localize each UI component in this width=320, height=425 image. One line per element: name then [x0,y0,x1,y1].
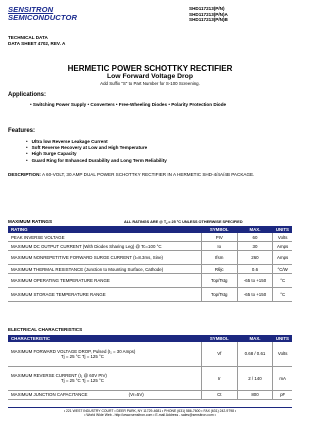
table-row [8,233,292,242]
table-row [8,342,292,366]
column-header: UNITS [273,335,292,342]
symbol-cell: PIV [201,233,237,242]
max-cell: 30 [237,242,273,251]
column-header: CHARACTERISTIC [8,335,201,342]
table-header-row [8,226,292,233]
rating-cell: MAXIMUM NONREPETITIVE FORWARD SURGE CURRENT (t=8.3ms, Sine) [8,251,201,265]
condition-text: Tj = 25 °C Tj = 125 °C [61,378,104,383]
unit-cell: mA [273,366,292,390]
column-header: UNITS [273,226,292,233]
characteristic-name: MAXIMUM FORWARD VOLTAGE DROP, Pulsed (I₁ = 30 Amps) [11,348,136,354]
characteristic-cell [8,390,201,399]
company-logo [8,6,128,22]
symbol-cell: Io [201,242,237,251]
features-list [26,139,167,164]
list-item: • Ultra low Reverse Leakage Current [26,139,167,145]
symbol-cell: Vf [201,342,237,366]
description [8,172,296,178]
page-footer [8,407,292,417]
max-cell: 0.68 / 0.61 [237,342,273,366]
rating-cell: MAXIMUM THERMAL RESISTANCE (Junction to Mounting Surface, Cathode) [8,265,201,274]
table-row [8,390,292,399]
characteristic-cell [8,366,201,390]
max-ratings-table [8,226,292,302]
rating-cell: MAXIMUM DC OUTPUT CURRENT (With Diodes Sharing Leg) @ Tc=100 °C [8,242,201,251]
rating-cell: PEAK INVERSE VOLTAGE [8,233,201,242]
document-subtitle: Low Forward Voltage Drop [107,73,193,80]
symbol-cell: Rθjc [201,265,237,274]
features-heading: Features: [8,128,36,134]
max-ratings-note: ALL RATINGS ARE @ T⁁ = 25 °C UNLESS OTHERWISE SPECIFIED [124,220,243,224]
list-item: • Guard Ring for Enhanced Durability and Long Term Reliability [26,158,167,164]
unit-cell: Volts [273,233,292,242]
document-title: HERMETIC POWER SCHOTTKY RECTIFIER [67,64,233,73]
max-cell: -65 to +150 [237,288,273,302]
symbol-cell: Top/Tstg [201,274,237,288]
datasheet-number: DATA SHEET 4702, REV. A [8,40,66,46]
symbol-cell: Ifsm [201,251,237,265]
applications-list: • Switching Power Supply • Converters • Free-Wheeling Diodes • Polarity Protection Diode [30,102,227,107]
characteristic-cell [8,342,201,366]
unit-cell: Amps [273,251,292,265]
column-header: MAX. [237,226,273,233]
logo-line-1: SENSITRON [8,5,54,14]
footer-web: • World Wide Web - http://www.sensitron.com • E-mail Address - sales@sensitron.com • [84,413,216,418]
part-number: SHD117213(P/N)B [189,17,228,23]
column-header: RATING [8,226,201,233]
max-ratings-label: MAXIMUM RATINGS [8,219,53,224]
column-header: MAX. [237,335,273,342]
part-number: SHD117213(P/N) [189,6,225,11]
characteristic-name: MAXIMUM JUNCTION CAPACITANCE [11,392,88,397]
max-cell: 0.6 [237,265,273,274]
symbol-cell: Ir [201,366,237,390]
unit-cell: °C [273,274,292,288]
applications-heading: Applications: [8,92,47,98]
max-cell: 800 [237,390,273,399]
rating-cell: MAXIMUM STORAGE TEMPERATURE RANGE [8,288,201,302]
list-item: • High Surge Capacity [26,151,167,157]
table-row [8,274,292,288]
table-row [8,288,292,302]
description-label: DESCRIPTION: [8,172,41,177]
tech-label: TECHNICAL DATA [8,35,48,40]
condition-text: (Vr=5V) [128,392,144,397]
max-cell: 260 [237,251,273,265]
unit-cell: °C/W [273,265,292,274]
unit-cell: Volts [273,342,292,366]
column-header: SYMBOL [201,335,237,342]
max-cell: 2 / 140 [237,366,273,390]
condition-text: Tj = 25 °C Tj = 125 °C [61,353,104,359]
table-row [8,366,292,390]
part-number: SHD117213(P/N)A [189,11,228,17]
table-row [8,265,292,274]
rating-cell: MAXIMUM OPERATING TEMPERATURE RANGE [8,274,201,288]
unit-cell: Amps [273,242,292,251]
unit-cell: °C [273,288,292,302]
table-row [8,251,292,265]
symbol-cell: Ct [201,390,237,399]
max-cell: -65 to +150 [237,274,273,288]
technical-data-header [8,35,65,46]
logo-line-2: SEMICONDUCTOR [8,13,78,22]
symbol-cell: Top/Tstg [201,288,237,302]
part-number-list [189,6,297,23]
description-text: A 60-VOLT, 30 AMP DUAL POWER SCHOTTKY RECTIFIER IN A HERMETIC SHD-4/4A/4B PACKAGE. [41,172,255,177]
table-row [8,242,292,251]
list-item: • Soft Reverse Recovery at Low and High Temperature [26,145,167,151]
electrical-characteristics-label: ELECTRICAL CHARACTERISTICS [8,327,83,332]
column-header: SYMBOL [201,226,237,233]
footer-address: • 221 WEST INDUSTRY COURT • DEER PARK, NY 11729-4681 • PHONE (631) 586-7600 • FAX (631) 242-9798 • [63,409,237,413]
suffix-note: Add Suffix "S" to Part Number for S-100 Screening. [100,81,200,86]
electrical-characteristics-table [8,335,292,400]
table-header-row [8,335,292,342]
unit-cell: pF [273,390,292,399]
characteristic-name: MAXIMUM REVERSE CURRENT (I₁ @ 60V PIV) [11,373,107,378]
max-cell: 60 [237,233,273,242]
